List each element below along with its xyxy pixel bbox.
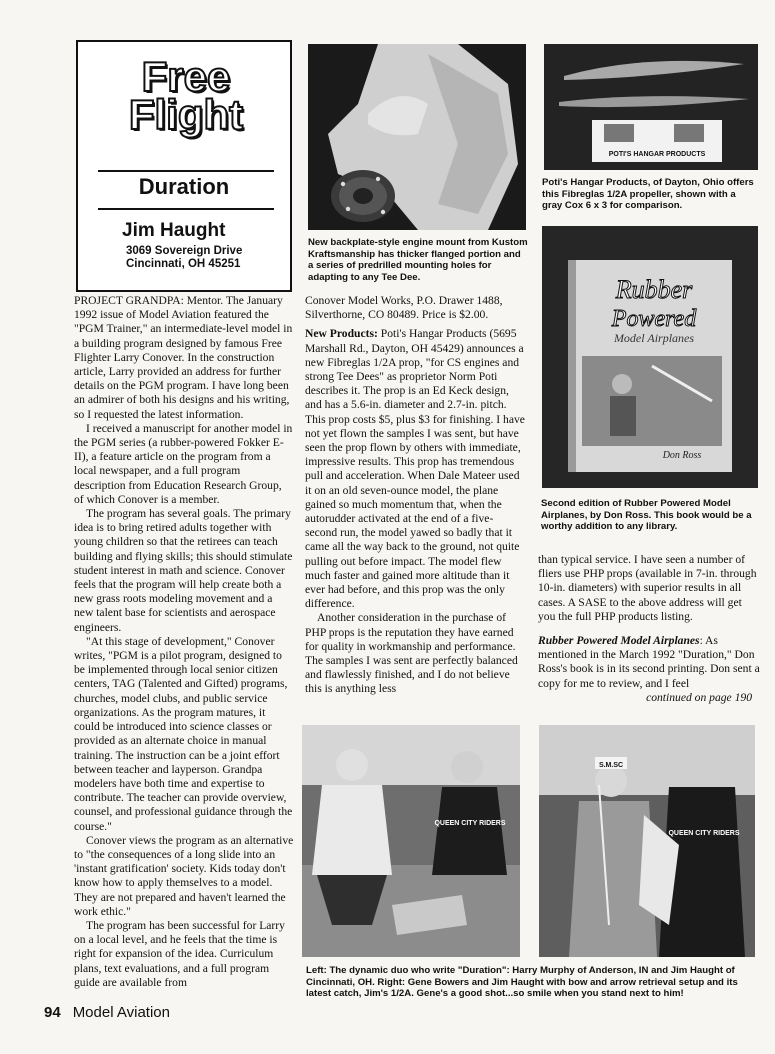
book-title-line2: Powered [611, 306, 697, 332]
article-column-2 [305, 294, 525, 697]
rider-shirt-text: QUEEN CITY RIDERS [668, 830, 740, 837]
new-products-text: Poti's Hangar Products (5695 Marshall Rd., Dayton, OH 45429) announces a new Fibreglas 1/2A prop, "for CS engines and strong Tee Dees" as proprietor Norm Poti describes it. The prop is an Ed Keck design, and has a 5.6-in. diameter and 2.7-in. pitch. This prop costs $5, plus $3 for finishing. I have not yet flown the samples I was sent, but have seen the prop flown by others with immediate, impressive results. This prop has tremendous pull and acceleration. When Dale Mateer used it on an old seven-ounce model, the plane gained so much momentum that, when the autorudder activated at the end of a five-second run, the model yawed so badly that it came all the way back to the ground, not quite pulling out before impact. The model flew much faster and gained more altitude than it ever had before, and this prop was the only difference. [305, 327, 525, 611]
rubber-powered-lead: Rubber Powered Model Airplanes [538, 634, 700, 648]
bow-arrow-photo [539, 725, 755, 957]
book-title-line3: Model Airplanes [613, 331, 695, 345]
logo-line-free: Free [141, 53, 231, 100]
bottom-photos-caption: Left: The dynamic duo who write "Duration": Harry Murphy of Anderson, IN and Jim Haught of Cincinnati, OH. Right: Gene Bowers and Jim Haught with bow and arrow retrieval setup and its latest catch, Jim's 1/2A. Gene's a good shot...so smile when you stand next to him! [306, 965, 738, 999]
free-flight-logo [98, 53, 274, 138]
duo-photo [302, 725, 520, 957]
propeller-caption: Poti's Hangar Products, of Dayton, Ohio offers this Fibreglas 1/2A propeller, shown with a gray Cox 6 x 3 for comparison. [542, 177, 754, 211]
page-footer [44, 1004, 170, 1022]
paragraph-2: I received a manuscript for another model in the PGM series (a rubber-powered Fokker E-II), a feature article on the program from a local newspaper, and a full program description from Education Research Group, of which Conover is a member. [74, 421, 293, 506]
paragraph-new-products [305, 327, 525, 611]
paragraph-3: The program has several goals. The primary idea is to bring retired adults together with young children so that the retirees can teach building and flying skills; this should stimulate student interest in math and science. Conover feels that the program will help create both a new grass roots modeling movement and a new talent base for scientists and aerospace engineers. [74, 507, 293, 634]
paragraph-1: PROJECT GRANDPA: Mentor. The January 1992 issue of Model Aviation featured the "PGM Trainer," an intermediate-level model in a building program designed by famous Free Flighter Larry Conover. In the construction article, Larry provided an address for further details on the PGM program. I have long been an admirer of both his designs and his writing, so I requested the latest information. [74, 294, 293, 421]
header-rule-bottom [98, 208, 274, 210]
book-author: Don Ross [662, 450, 702, 461]
paragraph-php-reputation: Another consideration in the purchase of PHP props is the reputation they have earned for quality in workmanship and performance. The samples I was sent are perfectly balanced and flawlessly finished, and I do not believe this is anything less [305, 611, 518, 696]
header-rule-top [98, 170, 274, 172]
paragraph-address: Conover Model Works, P.O. Drawer 1488, Silverthorne, CO 80489. Price is $2.00. [305, 294, 503, 322]
paragraph-php-service: than typical service. I have seen a number of fliers use PHP props (available in 7-in. through 10-in. diameters) with superior results in all cases. A SASE to the above address will get you the full PHP products listing. [538, 553, 757, 623]
article-column-1 [74, 294, 294, 990]
paragraph-5: Conover views the program as an alternative to "the consequences of a long slide into an 'instant gratification' society. Kids today don't know how to apply themselves to a model. They are not prepared and haven't learned the work ethic." [74, 833, 294, 918]
column-name: Duration [138, 174, 230, 199]
book-photo [542, 226, 758, 488]
propeller-photo [544, 44, 758, 170]
paragraph-4: "At this stage of development," Conover writes, "PGM is a pilot program, designed to be implemented through local senior citizen centers, TAG (Talented and Gifted) programs, churches, model clubs, and public service organizations. As the program matures, it could be introduced into science classes or provided as an alternate choice in manual training. The instruction can be a joint effort between teacher and layperson. Grandpa modelers have both time and expertise to contribute. The teacher can provide overview, counsel, and professional guidance through the course." [74, 634, 293, 833]
magazine-name: Model Aviation [72, 1004, 170, 1021]
paragraph-rubber-powered [538, 634, 760, 691]
column-header-box [76, 40, 292, 292]
author-address-line1: 3069 Sovereign Drive [126, 245, 243, 257]
cap-text: S.M.SC [598, 762, 624, 769]
author-name: Jim Haught [122, 220, 226, 241]
rubber-powered-text: : As mentioned in the March 1992 "Duration," Don Ross's book is in its second printing. Don sent a copy for me to review, and I feel [538, 634, 760, 690]
author-address-line2: Cincinnati, OH 45251 [126, 258, 241, 270]
book-title-line1: Rubber [615, 275, 693, 304]
paragraph-6: The program has been successful for Larry on a local level, and he feels that the time is right for expansion of the idea. Curriculum plans, text evaluations, and a full program guide are available from [74, 918, 285, 989]
continued-notice: continued on page 190 [646, 690, 752, 704]
prop-card-label: POTI'S HANGAR PRODUCTS [608, 151, 706, 158]
engine-mount-caption: New backplate-style engine mount from Kustom Kraftsmanship has thicker flanged portion and a series of predrilled mounting holes for adapting to any Tee Dee. [308, 237, 528, 283]
new-products-lead: New Products: [305, 327, 378, 341]
book-caption: Second edition of Rubber Powered Model Airplanes, by Don Ross. This book would be a worthy addition to any library. [541, 498, 752, 532]
engine-mount-photo [308, 44, 526, 230]
article-column-3 [538, 553, 760, 705]
logo-line-flight: Flight [128, 91, 244, 138]
duo-shirt-text: QUEEN CITY RIDERS [434, 820, 506, 827]
page-number: 94 [44, 1004, 61, 1021]
